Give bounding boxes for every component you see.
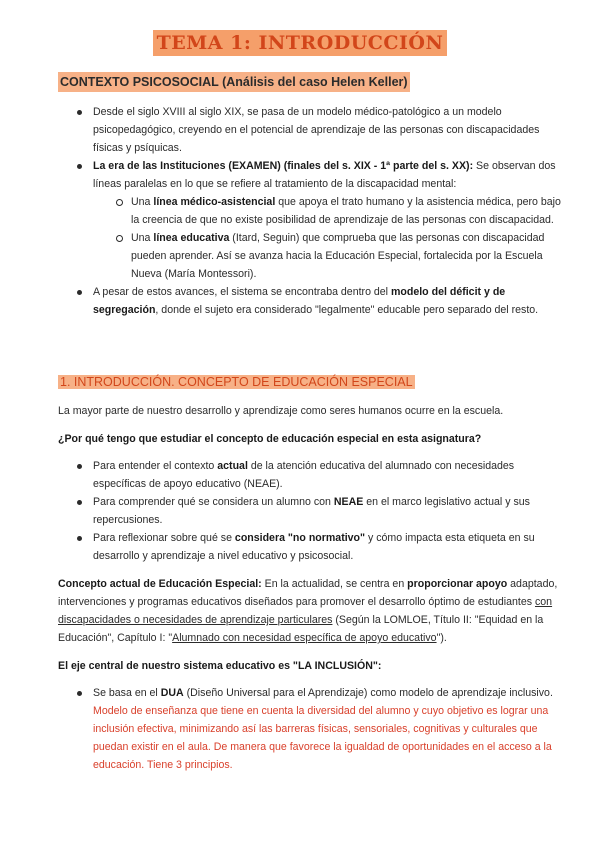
- axis-text: El eje central de nuestro sistema educativo es "LA INCLUSIÓN":: [58, 660, 382, 672]
- introduccion-block: [58, 402, 568, 774]
- heading-text: CONTEXTO PSICOSOCIAL: [60, 75, 219, 89]
- bullet-text: de la atención educativa del alumnado con necesidades específicas de apoyo educativo (NEAE).: [93, 460, 515, 490]
- question-text: ¿Por qué tengo que estudiar el concepto de educación especial en esta asignatura?: [58, 433, 482, 445]
- heading-paren: (Análisis del caso Helen Keller): [222, 75, 408, 89]
- bullet-bold: considera "no normativo": [234, 532, 366, 544]
- list-item: [58, 529, 568, 565]
- axis-paragraph: [58, 657, 568, 675]
- concept-underline: Alumnado con necesidad específica de apoyo educativo: [172, 632, 437, 644]
- bullet-text: Una: [131, 196, 154, 208]
- section-heading-contexto: [58, 72, 410, 92]
- bullet-text: Para reflexionar sobre qué se: [93, 532, 235, 544]
- concept-paragraph: [58, 575, 568, 647]
- bullet-text: Se observan dos líneas paralelas en lo que se refiere al tratamiento de la discapacidad mental:: [93, 160, 556, 190]
- list-item: [58, 103, 568, 157]
- bullet-bold: La era de las Instituciones (EXAMEN) (finales del s. XIX - 1ª parte del s. XX):: [93, 160, 474, 172]
- concept-bold: proporcionar apoyo: [407, 578, 508, 590]
- intro-paragraph: La mayor parte de nuestro desarrollo y aprendizaje como seres humanos ocurre en la escuela.: [58, 405, 504, 417]
- page-title: TEMA 1: INTRODUCCIÓN: [153, 30, 448, 56]
- list-item: [58, 493, 568, 529]
- list-item: [58, 457, 568, 493]
- bullet-bold: línea educativa: [153, 232, 230, 244]
- bullet-text: Desde el siglo XVIII al siglo XIX, se pasa de un modelo médico-patológico a un modelo psicopedagógico, creyendo en el potencial de aprendizaje de las personas con discapacidades físicas y psíquicas.: [93, 106, 540, 154]
- bullet-text: A pesar de estos avances, el sistema se encontraba dentro del: [93, 286, 391, 298]
- bullet-bold: DUA: [160, 687, 184, 699]
- bullet-bold: línea médico-asistencial: [153, 196, 276, 208]
- list-item: [58, 193, 568, 229]
- bullet-text: (Itard, Seguin) que comprueba que las personas con discapacidad pueden aprender. Así se avanza hacia la Educación Especial, fortalecida por la Escuela Nueva (María Montessori).: [131, 232, 545, 280]
- concept-text: ").: [436, 632, 447, 644]
- bullet-text: que apoya el trato humano y la asistencia médica, pero bajo la creencia de que no existe posibilidad de aprendizaje de las personas con discapacidad.: [131, 196, 561, 226]
- concept-text: (Según la LOMLOE, Título II: "Equidad en la Educación", Capítulo I: ": [58, 614, 544, 644]
- bullet-text: Una: [131, 232, 154, 244]
- list-item: [58, 684, 568, 774]
- section-heading-text: 1. INTRODUCCIÓN. CONCEPTO DE EDUCACIÓN ESPECIAL: [60, 375, 413, 389]
- bullet-bold: NEAE: [333, 496, 364, 508]
- list-item: [58, 229, 568, 283]
- concept-bold: Concepto actual de Educación Especial:: [58, 578, 262, 590]
- bullet-text: Se basa en el: [93, 687, 161, 699]
- bullet-text: (Diseño Universal para el Aprendizaje) como modelo de aprendizaje inclusivo.: [183, 687, 553, 699]
- dua-description: Modelo de enseñanza que tiene en cuenta la diversidad del alumno y cuyo objetivo es lograr una inclusión efectiva, minimizando así las barreras físicas, sensoriales, cognitivas y culturales que puedan existir en el aula. De manera que favorece la igualdad de oportunidades en el acceso a la educación. Tiene 3 principios.: [93, 705, 552, 771]
- list-item: [58, 157, 568, 283]
- concept-underline: con discapacidades o necesidades de aprendizaje particulares: [58, 596, 553, 626]
- bullet-text: en el marco legislativo actual y sus repercusiones.: [93, 496, 530, 526]
- list-item: [58, 283, 568, 319]
- bullet-text: Para comprender qué se considera un alumno con: [93, 496, 334, 508]
- bullet-text: Para entender el contexto: [93, 460, 218, 472]
- bullet-bold: modelo del déficit y de segregación: [93, 286, 506, 316]
- concept-text: En la actualidad, se centra en: [261, 578, 408, 590]
- bullet-text: y cómo impacta esta etiqueta en su desarrollo y aprendizaje a nivel educativo y psicosocial.: [93, 532, 535, 562]
- bullet-bold: actual: [217, 460, 248, 472]
- bullet-text: , donde el sujeto era considerado "legalmente" educable pero separado del resto.: [155, 304, 539, 316]
- section-heading-introduccion: [58, 372, 415, 392]
- concept-text: adaptado, intervenciones y programas educativos diseñados para promover el desarrollo óptimo de estudiantes: [58, 578, 558, 608]
- question-paragraph: [58, 430, 568, 448]
- title-wrap: [0, 30, 600, 56]
- contexto-list: [58, 103, 568, 319]
